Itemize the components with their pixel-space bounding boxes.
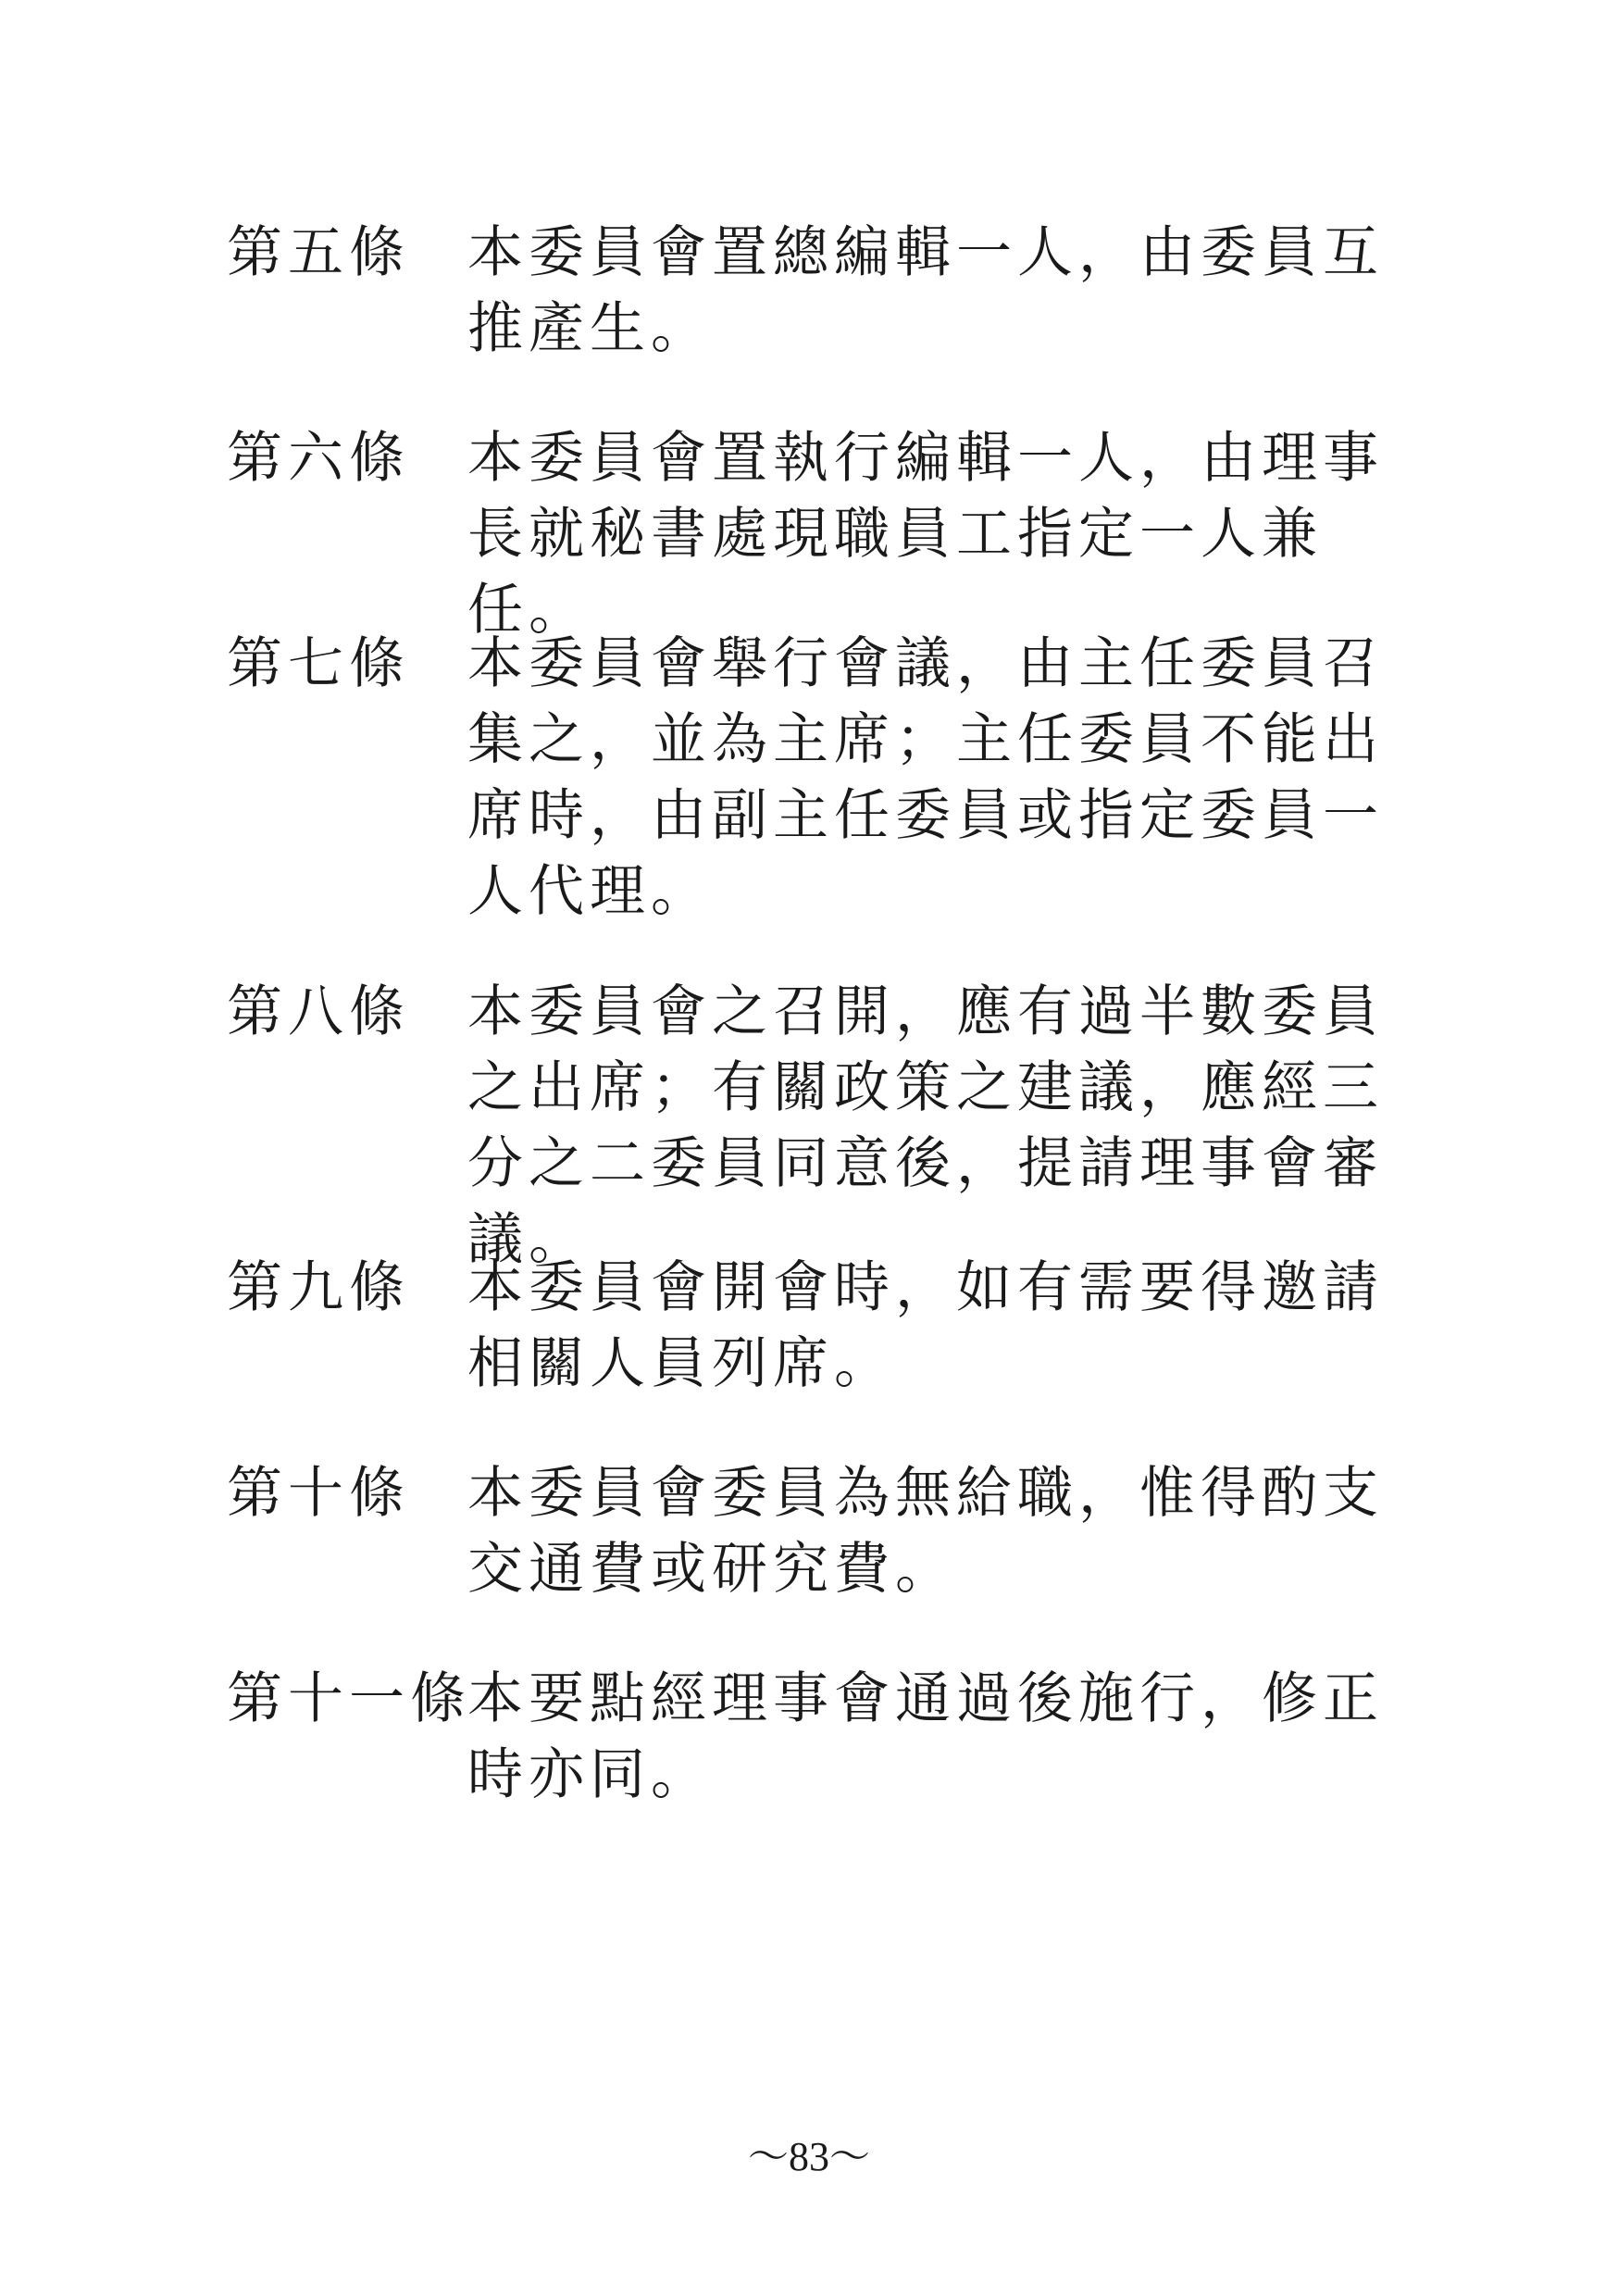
article-text: 本委員會置總編輯一人，由委員互推產生。: [467, 220, 1384, 361]
article-text: 本委員會委員為無給職，惟得酌支交通費或研究費。: [467, 1461, 1384, 1602]
article-label: 第十一條: [227, 1666, 471, 1731]
article-label: 第六條: [227, 426, 410, 491]
article-9: [227, 1250, 1412, 1402]
article-text: 本委員會之召開，應有過半數委員之出席；有關政策之建議，應經三分之二委員同意後，提請理事會審議。: [467, 980, 1384, 1272]
article-text: 本委員會舉行會議，由主任委員召集之，並為主席；主任委員不能出席時，由副主任委員或指定委員一人代理。: [467, 631, 1384, 924]
article-8: [227, 974, 1412, 1278]
article-label: 第九條: [227, 1255, 410, 1320]
page-number: ～83～: [748, 2134, 870, 2179]
article-label: 第八條: [227, 980, 410, 1044]
article-7: [227, 626, 1412, 930]
article-label: 第五條: [227, 220, 410, 285]
article-label: 第十條: [227, 1461, 410, 1526]
article-text: 本委員會開會時，如有需要得邀請相關人員列席。: [467, 1255, 1384, 1396]
article-5: [227, 215, 1412, 367]
article-11: [227, 1661, 1412, 1813]
article-10: [227, 1455, 1412, 1607]
article-text: 本委員會置執行編輯一人，由理事長就秘書處現職員工指定一人兼任。: [467, 426, 1384, 643]
article-6: [227, 420, 1412, 648]
article-label: 第七條: [227, 631, 410, 696]
article-text: 本要點經理事會通過後施行，修正時亦同。: [467, 1666, 1384, 1807]
